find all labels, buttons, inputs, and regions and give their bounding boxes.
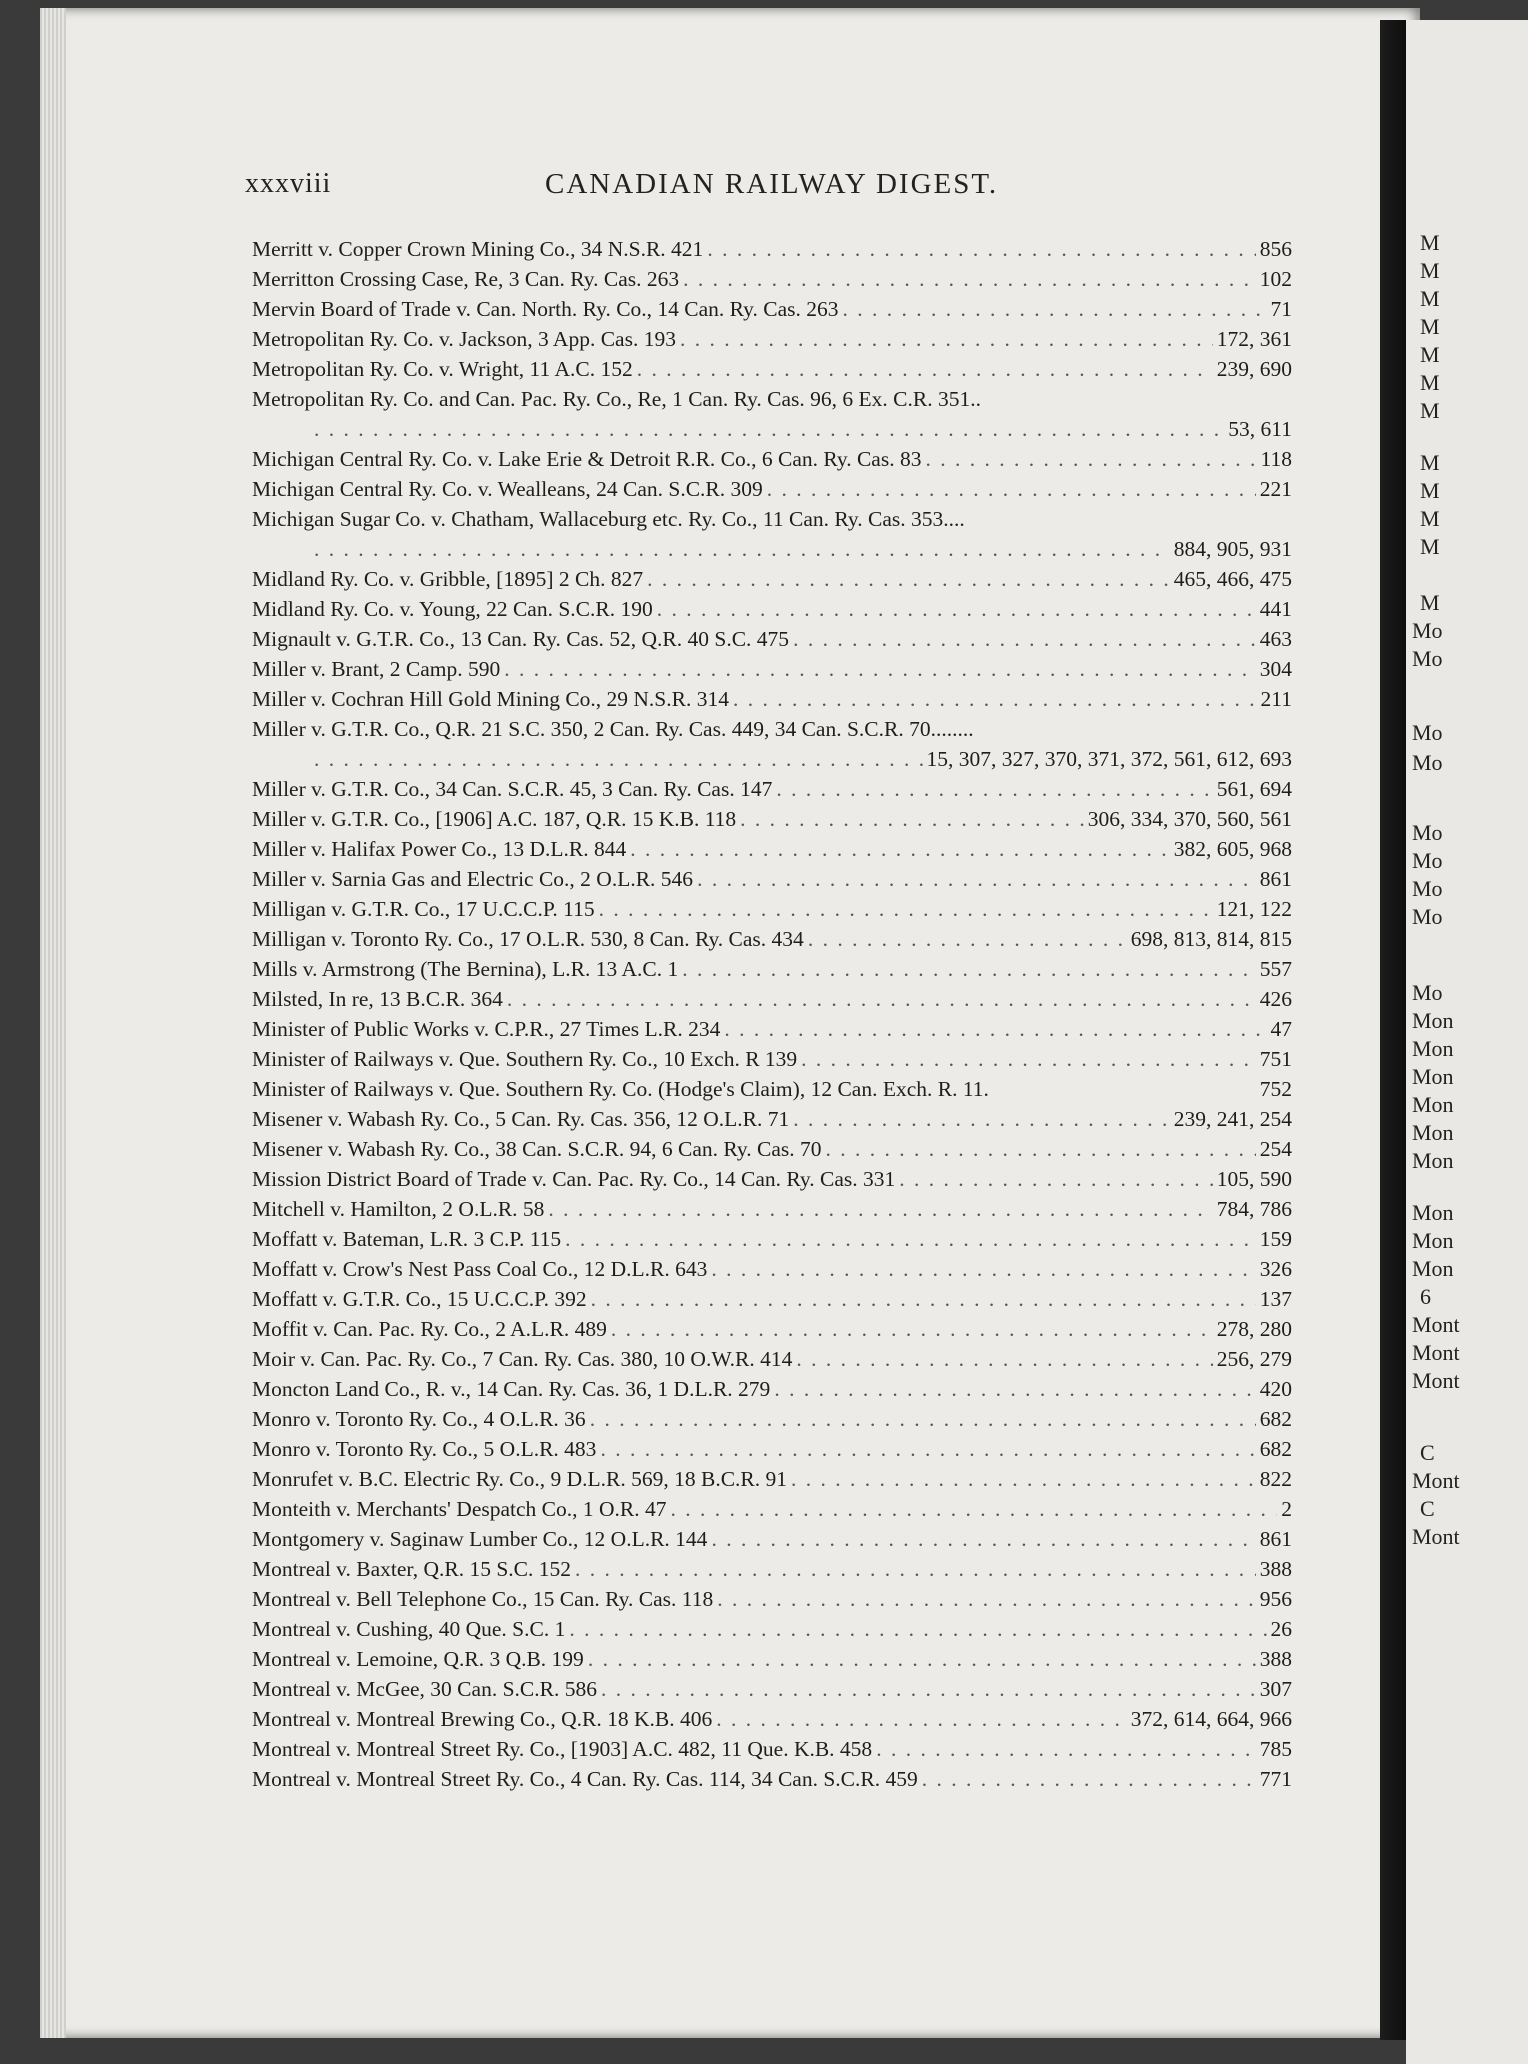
dot-leader (801, 1044, 1256, 1074)
case-citation: Miller v. G.T.R. Co., Q.R. 21 S.C. 350, 2 Can. Ry. Cas. 449, 34 Can. S.C.R. 70........ (252, 717, 974, 741)
index-entry (252, 324, 1292, 354)
page-references: 15, 307, 327, 370, 371, 372, 561, 612, 693 (926, 747, 1292, 771)
index-entry (252, 354, 1292, 384)
page-references: 102 (1259, 267, 1292, 291)
index-entry (252, 564, 1292, 594)
facing-page-fragment: M (1420, 450, 1440, 475)
page-references: 159 (1259, 1227, 1292, 1251)
dot-leader (504, 654, 1256, 684)
facing-page-fragment: Mon (1412, 1092, 1454, 1117)
page-references: 465, 466, 475 (1173, 567, 1292, 591)
page-references: 53, 611 (1228, 417, 1292, 441)
index-entry (252, 684, 1292, 714)
index-entry (252, 594, 1292, 624)
page-references: 239, 690 (1216, 357, 1292, 381)
page-references: 682 (1259, 1407, 1292, 1431)
index-entry (252, 474, 1292, 504)
facing-page-fragment: Mont (1412, 1340, 1460, 1365)
page-references: 256, 279 (1216, 1347, 1292, 1371)
dot-leader (796, 1344, 1212, 1374)
dot-leader (825, 1134, 1255, 1164)
facing-page-fragment: Mont (1412, 1312, 1460, 1337)
facing-page-fragment: Mon (1412, 1036, 1454, 1061)
index-entry (252, 1344, 1292, 1374)
dot-leader (680, 324, 1213, 354)
case-citation: Midland Ry. Co. v. Gribble, [1895] 2 Ch. 827 (252, 567, 644, 591)
page-references: 861 (1259, 867, 1292, 891)
index-entry (252, 1314, 1292, 1344)
facing-page-fragment: Mont (1412, 1524, 1460, 1549)
page-references: 785 (1259, 1737, 1292, 1761)
index-entry (252, 804, 1292, 834)
index-entry (252, 774, 1292, 804)
index-entry (252, 924, 1292, 954)
page-references: 307 (1259, 1677, 1292, 1701)
index-entry (252, 1044, 1292, 1074)
dot-leader (791, 1464, 1256, 1494)
case-citation: Monro v. Toronto Ry. Co., 4 O.L.R. 36 (252, 1407, 586, 1431)
facing-page-fragment: Mo (1412, 848, 1443, 873)
index-entry (252, 444, 1292, 474)
dot-leader (575, 1554, 1256, 1584)
case-citation: Montreal v. Bell Telephone Co., 15 Can. Ry. Cas. 118 (252, 1587, 714, 1611)
facing-page-fragment: M (1420, 534, 1440, 559)
page-references: 956 (1259, 1587, 1292, 1611)
index-entry (252, 714, 1292, 774)
case-citation: Monro v. Toronto Ry. Co., 5 O.L.R. 483 (252, 1437, 597, 1461)
case-citation: Misener v. Wabash Ry. Co., 38 Can. S.C.R. 94, 6 Can. Ry. Cas. 70 (252, 1137, 822, 1161)
facing-page-fragment: M (1420, 342, 1440, 367)
page-references: 2 (1281, 1497, 1292, 1521)
page-references: 861 (1259, 1527, 1292, 1551)
facing-page-fragment: C (1420, 1440, 1435, 1465)
page-header (245, 168, 1305, 208)
page-references: 751 (1259, 1047, 1292, 1071)
page-references: 441 (1259, 597, 1292, 621)
case-citation: Moffatt v. Crow's Nest Pass Coal Co., 12 D.L.R. 643 (252, 1257, 708, 1281)
page-references: 382, 605, 968 (1173, 837, 1292, 861)
facing-page-fragment: Mon (1412, 1064, 1454, 1089)
page-references: 278, 280 (1216, 1317, 1292, 1341)
index-entry (252, 1614, 1292, 1644)
dot-leader (899, 1164, 1212, 1194)
facing-page-fragment: M (1420, 590, 1440, 615)
case-citation: Montreal v. Baxter, Q.R. 15 S.C. 152 (252, 1557, 572, 1581)
page-references: 784, 786 (1216, 1197, 1292, 1221)
dot-leader (671, 1494, 1278, 1524)
index-entry (252, 234, 1292, 264)
facing-page-fragment: M (1420, 398, 1440, 423)
index-entry (252, 1524, 1292, 1554)
facing-page-fragment: Mont (1412, 1368, 1460, 1393)
facing-page-fragment: M (1420, 506, 1440, 531)
case-citation: Miller v. Halifax Power Co., 13 D.L.R. 844 (252, 837, 627, 861)
dot-leader (637, 354, 1213, 384)
dot-leader (843, 294, 1267, 324)
facing-page-fragment: Mo (1412, 980, 1443, 1005)
case-citation: Mignault v. G.T.R. Co., 13 Can. Ry. Cas. 52, Q.R. 40 S.C. 475 (252, 627, 790, 651)
facing-page-fragment: C (1420, 1496, 1435, 1521)
page-references: 698, 813, 814, 815 (1130, 927, 1292, 951)
page-references: 304 (1259, 657, 1292, 681)
facing-page-fragment: Mo (1412, 820, 1443, 845)
dot-leader (548, 1194, 1212, 1224)
index-entry (252, 294, 1292, 324)
facing-page-fragment: Mo (1412, 750, 1443, 775)
dot-leader (507, 984, 1256, 1014)
index-entry (252, 1764, 1292, 1794)
case-citation: Michigan Sugar Co. v. Chatham, Wallaceburg etc. Ry. Co., 11 Can. Ry. Cas. 353.... (252, 507, 965, 531)
index-entry (252, 1194, 1292, 1224)
facing-page-fragment: Mont (1412, 1468, 1460, 1493)
dot-leader (565, 1224, 1256, 1254)
page-references: 239, 241, 254 (1173, 1107, 1292, 1131)
page-references: 71 (1270, 297, 1292, 321)
case-citation: Moncton Land Co., R. v., 14 Can. Ry. Cas. 36, 1 D.L.R. 279 (252, 1377, 771, 1401)
case-citation: Mitchell v. Hamilton, 2 O.L.R. 58 (252, 1197, 545, 1221)
dot-leader (925, 444, 1256, 474)
page-references: 420 (1259, 1377, 1292, 1401)
case-citation: Miller v. Cochran Hill Gold Mining Co., 29 N.S.R. 314 (252, 687, 729, 711)
case-citation: Monrufet v. B.C. Electric Ry. Co., 9 D.L.R. 569, 18 B.C.R. 91 (252, 1467, 788, 1491)
dot-leader (707, 234, 1255, 264)
book-page (40, 8, 1420, 2038)
case-citation: Montreal v. McGee, 30 Can. S.C.R. 586 (252, 1677, 597, 1701)
page-references: 254 (1259, 1137, 1292, 1161)
index-entry (252, 1164, 1292, 1194)
dot-leader (601, 1674, 1256, 1704)
facing-page-fragment: Mo (1412, 720, 1443, 745)
case-citation: Mervin Board of Trade v. Can. North. Ry. Co., 14 Can. Ry. Cas. 263 (252, 297, 839, 321)
dot-leader (314, 534, 1170, 564)
index-entry (252, 384, 1292, 444)
index-entry (252, 954, 1292, 984)
page-references: 388 (1259, 1647, 1292, 1671)
dot-leader (599, 894, 1213, 924)
page-references: 884, 905, 931 (1173, 537, 1292, 561)
case-citation: Minister of Railways v. Que. Southern Ry. Co. (Hodge's Claim), 12 Can. Exch. R. 11. (252, 1077, 989, 1101)
case-citation: Miller v. Sarnia Gas and Electric Co., 2 O.L.R. 546 (252, 867, 694, 891)
facing-page-fragment: Mon (1412, 1200, 1454, 1225)
case-citation: Moffatt v. Bateman, L.R. 3 C.P. 115 (252, 1227, 562, 1251)
index-entry (252, 1584, 1292, 1614)
case-citation: Milsted, In re, 13 B.C.R. 364 (252, 987, 503, 1011)
page-references: 372, 614, 664, 966 (1130, 1707, 1292, 1731)
index-entry (252, 1434, 1292, 1464)
page-references: 426 (1259, 987, 1292, 1011)
case-citation: Metropolitan Ry. Co. v. Wright, 11 A.C. 152 (252, 357, 633, 381)
index-entry (252, 1224, 1292, 1254)
case-citation: Minister of Public Works v. C.P.R., 27 Times L.R. 234 (252, 1017, 721, 1041)
case-citation: Metropolitan Ry. Co. and Can. Pac. Ry. Co., Re, 1 Can. Ry. Cas. 96, 6 Ex. C.R. 351.. (252, 387, 981, 411)
page-references: 388 (1259, 1557, 1292, 1581)
facing-page-fragment: M (1420, 258, 1440, 283)
case-index-list (252, 234, 1292, 1794)
dot-leader (774, 1374, 1255, 1404)
dot-leader (922, 1764, 1256, 1794)
facing-page-fragment: Mo (1412, 618, 1443, 643)
page-references: 118 (1260, 447, 1292, 471)
case-citation: Misener v. Wabash Ry. Co., 5 Can. Ry. Cas. 356, 12 O.L.R. 71 (252, 1107, 790, 1131)
case-citation: Miller v. G.T.R. Co., 34 Can. S.C.R. 45, 3 Can. Ry. Cas. 147 (252, 777, 773, 801)
facing-page-fragment: 6 (1420, 1284, 1431, 1309)
case-citation: Minister of Railways v. Que. Southern Ry. Co., 10 Exch. R 139 (252, 1047, 798, 1071)
dot-leader (724, 1014, 1266, 1044)
facing-page-fragment: Mo (1412, 876, 1443, 901)
dot-leader (682, 954, 1256, 984)
index-entry (252, 1674, 1292, 1704)
dot-leader (876, 1734, 1256, 1764)
page-references: 682 (1259, 1437, 1292, 1461)
index-entry (252, 1734, 1292, 1764)
case-citation: Michigan Central Ry. Co. v. Wealleans, 24 Can. S.C.R. 309 (252, 477, 763, 501)
dot-leader (733, 684, 1257, 714)
index-entry (252, 894, 1292, 924)
case-citation: Mission District Board of Trade v. Can. Pac. Ry. Co., 14 Can. Ry. Cas. 331 (252, 1167, 896, 1191)
dot-leader (314, 744, 923, 774)
case-citation: Michigan Central Ry. Co. v. Lake Erie & Detroit R.R. Co., 6 Can. Ry. Cas. 83 (252, 447, 922, 471)
case-citation: Merritt v. Copper Crown Mining Co., 34 N.S.R. 421 (252, 237, 704, 261)
page-references: 326 (1259, 1257, 1292, 1281)
case-citation: Midland Ry. Co. v. Young, 22 Can. S.C.R. 190 (252, 597, 653, 621)
index-entry (252, 504, 1292, 564)
case-citation: Montreal v. Montreal Street Ry. Co., [1903] A.C. 482, 11 Que. K.B. 458 (252, 1737, 873, 1761)
dot-leader (611, 1314, 1213, 1344)
index-entry (252, 1104, 1292, 1134)
dot-leader (740, 804, 1084, 834)
page-references: 771 (1259, 1767, 1292, 1791)
case-citation: Montreal v. Montreal Brewing Co., Q.R. 18 K.B. 406 (252, 1707, 713, 1731)
running-title: CANADIAN RAILWAY DIGEST. (545, 168, 999, 200)
dot-leader (767, 474, 1256, 504)
index-entry (252, 1644, 1292, 1674)
dot-leader (697, 864, 1256, 894)
page-references: 752 (1259, 1077, 1292, 1101)
index-entry (252, 1014, 1292, 1044)
index-entry (252, 1404, 1292, 1434)
page-references: 121, 122 (1216, 897, 1292, 921)
case-citation: Montreal v. Montreal Street Ry. Co., 4 Can. Ry. Cas. 114, 34 Can. S.C.R. 459 (252, 1767, 918, 1791)
page-references: 463 (1259, 627, 1292, 651)
index-entry (252, 1074, 1292, 1104)
dot-leader (591, 1284, 1256, 1314)
page-references: 105, 590 (1216, 1167, 1292, 1191)
index-entry (252, 1464, 1292, 1494)
dot-leader (314, 414, 1224, 444)
page-references: 26 (1270, 1617, 1292, 1641)
case-citation: Miller v. Brant, 2 Camp. 590 (252, 657, 501, 681)
dot-leader (716, 1704, 1127, 1734)
case-citation: Montreal v. Cushing, 40 Que. S.C. 1 (252, 1617, 566, 1641)
facing-page (1406, 20, 1528, 2064)
index-entry (252, 1134, 1292, 1164)
case-citation: Monteith v. Merchants' Despatch Co., 1 O.R. 47 (252, 1497, 667, 1521)
dot-leader (793, 1104, 1170, 1134)
dot-leader (630, 834, 1170, 864)
facing-page-fragment: Mon (1412, 1228, 1454, 1253)
case-citation: Merritton Crossing Case, Re, 3 Can. Ry. Cas. 263 (252, 267, 680, 291)
case-citation: Milligan v. G.T.R. Co., 17 U.C.C.P. 115 (252, 897, 595, 921)
dot-leader (647, 564, 1170, 594)
index-entry (252, 864, 1292, 894)
facing-page-fragment: Mon (1412, 1256, 1454, 1281)
page-references: 856 (1259, 237, 1292, 261)
dot-leader (657, 594, 1256, 624)
case-citation: Miller v. G.T.R. Co., [1906] A.C. 187, Q.R. 15 K.B. 118 (252, 807, 737, 831)
facing-page-fragment: Mon (1412, 1120, 1454, 1145)
page-references: 47 (1270, 1017, 1292, 1041)
case-citation: Moffit v. Can. Pac. Ry. Co., 2 A.L.R. 489 (252, 1317, 607, 1341)
case-citation: Metropolitan Ry. Co. v. Jackson, 3 App. Cas. 193 (252, 327, 676, 351)
dot-leader (569, 1614, 1266, 1644)
page-references: 172, 361 (1216, 327, 1292, 351)
page-references: 306, 334, 370, 560, 561 (1087, 807, 1292, 831)
case-citation: Montgomery v. Saginaw Lumber Co., 12 O.L.R. 144 (252, 1527, 708, 1551)
dot-leader (711, 1524, 1255, 1554)
page-number: xxxviii (245, 168, 332, 199)
facing-page-fragment: Mo (1412, 904, 1443, 929)
dot-leader (590, 1404, 1256, 1434)
page-references: 137 (1259, 1287, 1292, 1311)
page-references: 221 (1259, 477, 1292, 501)
book-gutter (1380, 20, 1406, 2040)
index-entry (252, 984, 1292, 1014)
index-entry (252, 1374, 1292, 1404)
facing-page-fragment: M (1420, 286, 1440, 311)
dot-leader (588, 1644, 1256, 1674)
dot-leader (711, 1254, 1255, 1284)
index-entry (252, 624, 1292, 654)
facing-page-fragment: M (1420, 230, 1440, 255)
dot-leader (793, 624, 1256, 654)
dot-leader (808, 924, 1127, 954)
index-entry (252, 834, 1292, 864)
case-citation: Moffatt v. G.T.R. Co., 15 U.C.C.P. 392 (252, 1287, 587, 1311)
index-entry (252, 1254, 1292, 1284)
index-entry (252, 1284, 1292, 1314)
dot-leader (776, 774, 1212, 804)
facing-page-fragment: M (1420, 370, 1440, 395)
dot-leader (717, 1584, 1256, 1614)
page-references: 822 (1259, 1467, 1292, 1491)
facing-page-fragment: M (1420, 314, 1440, 339)
facing-page-fragment: Mon (1412, 1148, 1454, 1173)
index-entry (252, 654, 1292, 684)
page-references: 211 (1260, 687, 1292, 711)
index-entry (252, 1494, 1292, 1524)
facing-page-fragment: Mo (1412, 646, 1443, 671)
facing-page-fragment: M (1420, 478, 1440, 503)
page-references: 557 (1259, 957, 1292, 981)
index-entry (252, 264, 1292, 294)
dot-leader (600, 1434, 1255, 1464)
case-citation: Mills v. Armstrong (The Bernina), L.R. 13 A.C. 1 (252, 957, 679, 981)
index-entry (252, 1704, 1292, 1734)
page-references: 561, 694 (1216, 777, 1292, 801)
index-entry (252, 1554, 1292, 1584)
case-citation: Montreal v. Lemoine, Q.R. 3 Q.B. 199 (252, 1647, 584, 1671)
dot-leader (683, 264, 1256, 294)
case-citation: Moir v. Can. Pac. Ry. Co., 7 Can. Ry. Cas. 380, 10 O.W.R. 414 (252, 1347, 793, 1371)
case-citation: Milligan v. Toronto Ry. Co., 17 O.L.R. 530, 8 Can. Ry. Cas. 434 (252, 927, 804, 951)
facing-page-fragment: Mon (1412, 1008, 1454, 1033)
